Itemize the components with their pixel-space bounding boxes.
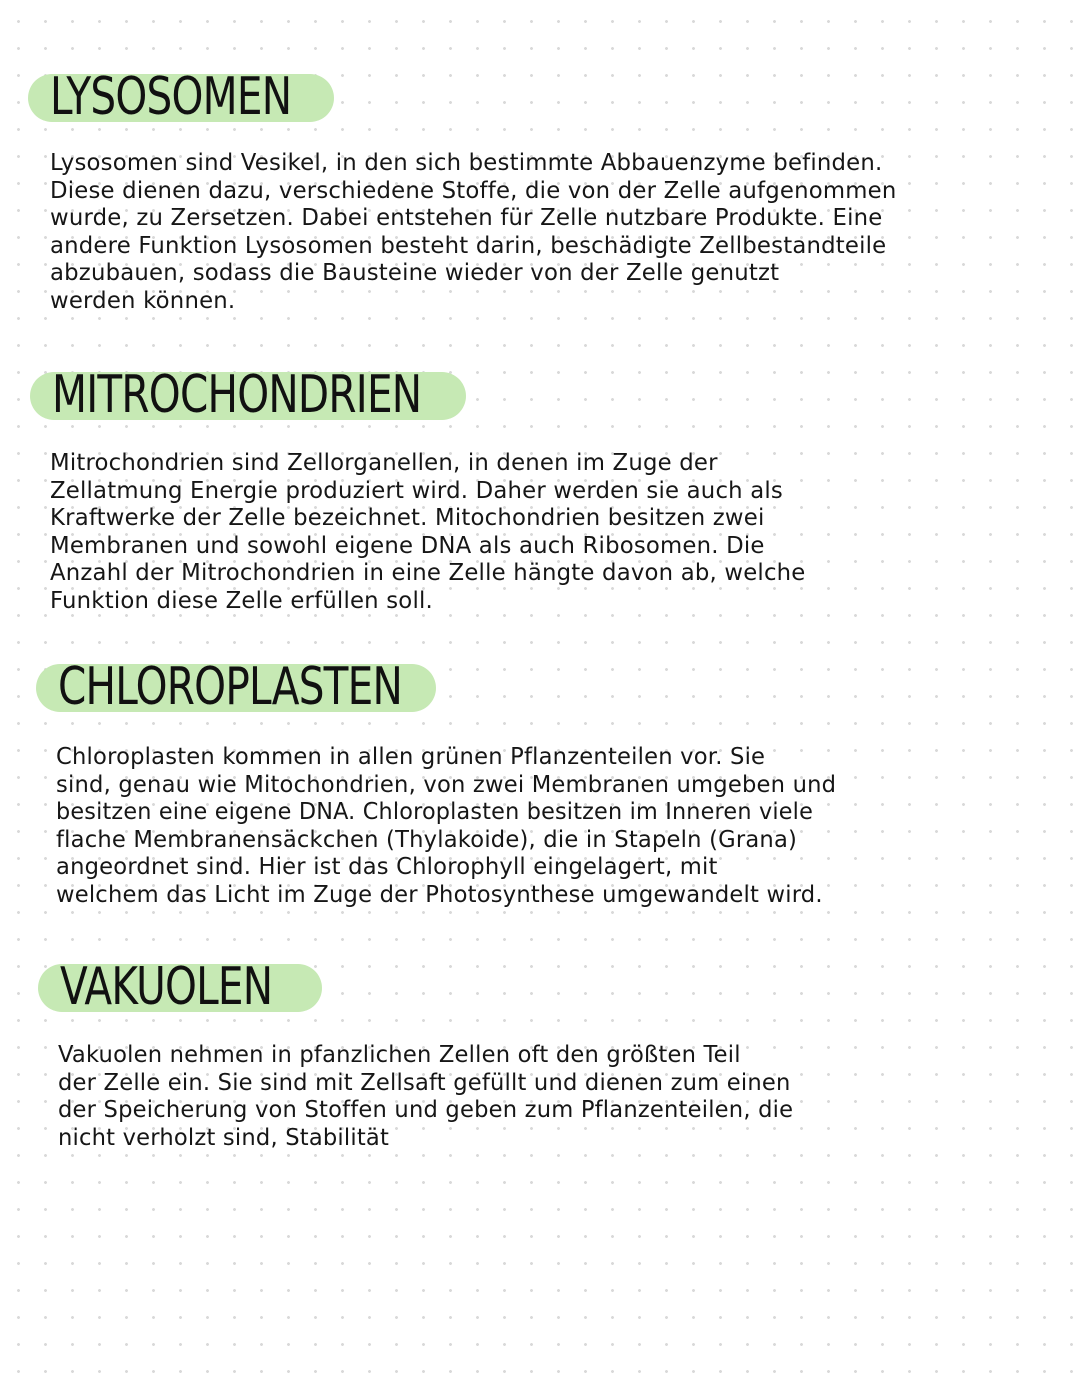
paragraph-lysosomen: [50, 150, 1080, 315]
text-line: Mitrochondrien sind Zellorganellen, in denen im Zuge der: [50, 450, 718, 476]
text-line: Kraftwerke der Zelle bezeichnet. Mitochondrien besitzen zwei: [50, 505, 765, 531]
heading-mitrochondrien-wrap: [30, 362, 470, 428]
text-line: besitzen eine eigene DNA. Chloroplasten besitzen im Inneren viele: [56, 799, 813, 825]
paragraph-chloroplasten: [56, 744, 1080, 909]
heading-vakuolen-wrap: [38, 954, 326, 1020]
text-line: werden können.: [50, 287, 236, 314]
text-line: andere Funktion Lysosomen besteht darin, beschädigte Zellbestandteile: [50, 232, 887, 259]
heading-chloroplasten-wrap: [36, 654, 440, 720]
text-line: Vakuolen nehmen in pfanzlichen Zellen oft den größten Teil: [58, 1042, 741, 1068]
text-line: der Zelle ein. Sie sind mit Zellsaft gefüllt und dienen zum einen: [58, 1069, 791, 1096]
text-line: Chloroplasten kommen in allen grünen Pflanzenteilen vor. Sie: [56, 744, 766, 770]
text-line: Zellatmung Energie produziert wird. Daher werden sie auch als: [50, 477, 783, 504]
heading-chloroplasten: CHLOROPLASTEN: [58, 657, 403, 717]
text-line: flache Membranensäckchen (Thylakoide), die in Stapeln (Grana): [56, 826, 798, 853]
heading-lysosomen: LYSOSOMEN: [50, 67, 292, 127]
heading-lysosomen-wrap: [28, 64, 338, 130]
text-line: Funktion diese Zelle erfüllen soll.: [50, 587, 433, 614]
text-line: der Speicherung von Stoffen und geben zum Pflanzenteilen, die: [58, 1097, 794, 1123]
text-line: Anzahl der Mitrochondrien in eine Zelle hängte davon ab, welche: [50, 560, 806, 586]
text-line: welchem das Licht im Zuge der Photosynthese umgewandelt wird.: [56, 881, 823, 908]
paragraph-mitrochondrien: [50, 450, 1080, 615]
heading-mitrochondrien: MITROCHONDRIEN: [52, 365, 422, 425]
text-line: Lysosomen sind Vesikel, in den sich bestimmte Abbauenzyme befinden.: [50, 150, 883, 176]
text-line: nicht verholzt sind, Stabilität: [58, 1124, 390, 1151]
text-line: angeordnet sind. Hier ist das Chlorophyll eingelagert, mit: [56, 854, 718, 880]
heading-vakuolen: VAKUOLEN: [60, 957, 273, 1017]
text-line: Membranen und sowohl eigene DNA als auch Ribosomen. Die: [50, 532, 765, 559]
text-line: Diese dienen dazu, verschiedene Stoffe, die von der Zelle aufgenommen: [50, 177, 897, 204]
text-line: abzubauen, sodass die Bausteine wieder von der Zelle genutzt: [50, 260, 780, 286]
text-line: wurde, zu Zersetzen. Dabei entstehen für Zelle nutzbare Produkte. Eine: [50, 205, 883, 231]
paragraph-vakuolen: [58, 1042, 1080, 1152]
text-line: sind, genau wie Mitochondrien, von zwei Membranen umgeben und: [56, 771, 837, 798]
